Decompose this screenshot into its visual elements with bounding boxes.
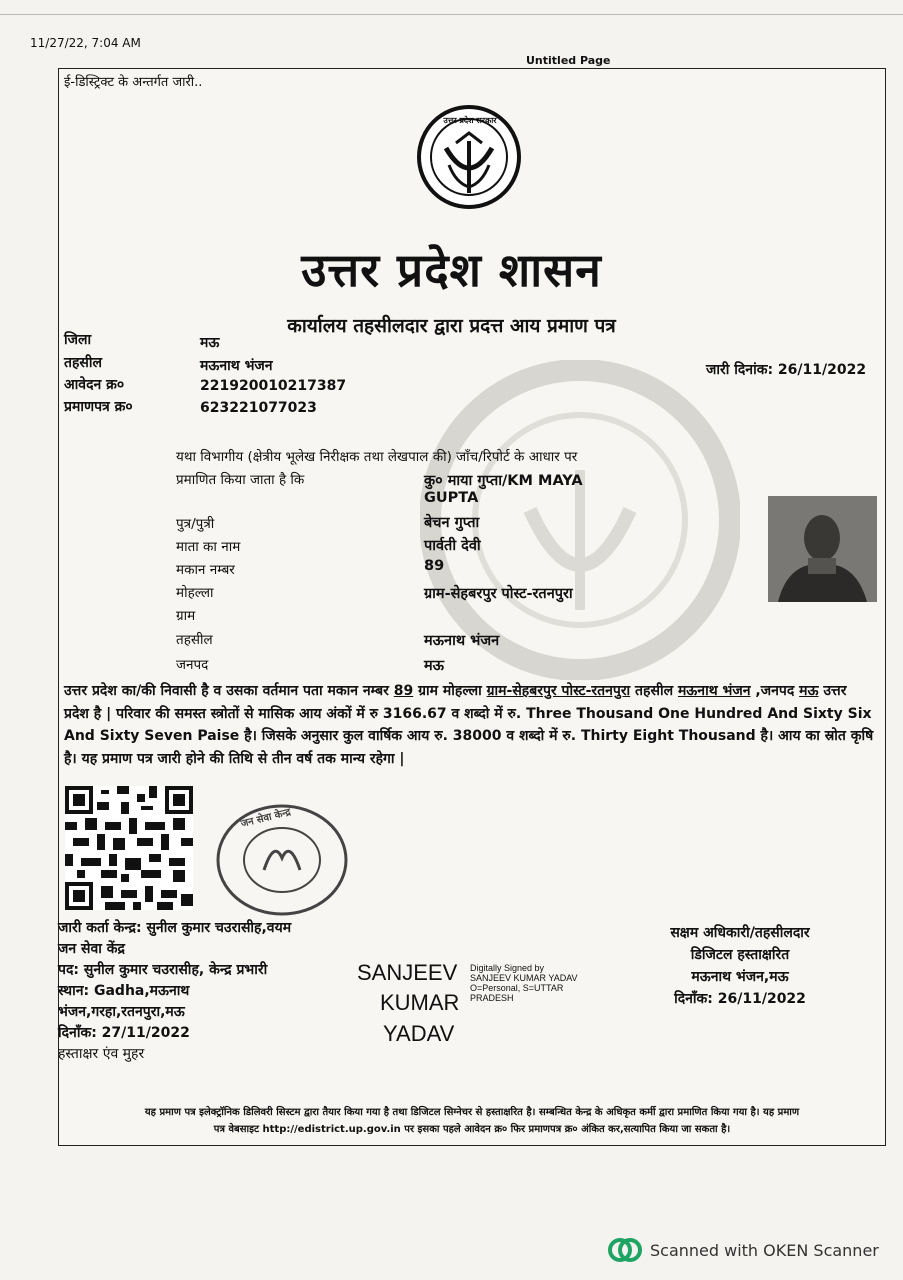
footnote xyxy=(58,1104,886,1138)
para-district: मऊ xyxy=(799,683,819,699)
issuer-block xyxy=(58,918,291,1065)
issuer-place: स्थान: Gadha,मऊनाथ xyxy=(58,983,190,999)
certified-label: प्रमाणित किया जाता है कि xyxy=(176,472,305,488)
district-value: मऊ xyxy=(200,335,220,351)
tehsil-label: तहसील xyxy=(64,355,102,371)
scanner-watermark xyxy=(608,1238,879,1262)
village-label: ग्राम xyxy=(176,608,196,624)
authority-date: दिनाँक: 26/11/2022 xyxy=(674,991,806,1007)
government-title: उत्तर प्रदेश शासन xyxy=(301,243,602,297)
son-daughter-label: पुत्र/पुत्री xyxy=(176,516,215,532)
mother-name: पार्वती देवी xyxy=(424,538,481,554)
tehsil-detail-value: मऊनाथ भंजन xyxy=(424,633,500,649)
tehsil-value: मऊनाथ भंजन xyxy=(200,358,273,374)
father-name: बेचन गुप्ता xyxy=(424,515,480,531)
seal-text: जन सेवा केन्द्र xyxy=(239,806,292,830)
para-house: 89 xyxy=(393,683,414,699)
oken-scanner-logo-icon xyxy=(608,1238,642,1262)
authority-digital: डिजिटल हस्ताक्षरित xyxy=(690,947,790,963)
print-datetime: 11/27/22, 7:04 AM xyxy=(30,36,141,50)
applicant-photo xyxy=(768,496,877,602)
intro-text: यथा विभागीय (क्षेत्रीय भूलेख निरीक्षक तथा लेखपाल की) जाँच/रिपोर्ट के आधार पर xyxy=(176,449,578,465)
digital-signature-note: Digitally Signed by SANJEEV KUMAR YADAV O=Personal, S=UTTAR PRADESH xyxy=(470,963,578,1003)
janpad-label: जनपद xyxy=(176,657,209,673)
mother-label: माता का नाम xyxy=(176,539,241,555)
scanner-text: Scanned with OKEN Scanner xyxy=(650,1240,879,1260)
issuer-center-type: जन सेवा केंद्र xyxy=(58,941,125,957)
certificate-title: कार्यालय तहसीलदार द्वारा प्रदत्त आय प्रमाण पत्र xyxy=(287,315,616,337)
certificate-number: 623221077023 xyxy=(200,400,317,416)
house-number: 89 xyxy=(424,558,445,574)
qr-code xyxy=(65,786,193,910)
issuer-designation: पद: सुनील कुमार चउरासीह, केन्द्र प्रभारी xyxy=(58,962,268,978)
footnote-line2: पत्र वेबसाइट http://edistrict.up.gov.in पर इसका पहले आवेदन क्र० फिर प्रमाणपत्र क्र० अंकित कर,सत्यापित किया जा सकता है। xyxy=(213,1124,731,1135)
locality-value: ग्राम-सेहबरपुर पोस्ट-रतनपुरा xyxy=(424,586,573,602)
name-value-line2: GUPTA xyxy=(424,490,479,506)
janpad-value: मऊ xyxy=(424,658,445,674)
header-note: ई-डिस्ट्रिक्ट के अन्तर्गत जारी.. xyxy=(64,75,203,90)
issue-date: जारी दिनांक: 26/11/2022 xyxy=(706,362,867,378)
certificate-label: प्रमाणपत्र क्र० xyxy=(64,399,133,415)
authority-block xyxy=(640,922,840,1010)
issuer-sign-label: हस्ताक्षर एंव मुहर xyxy=(58,1046,145,1062)
emblem-text: उत्तर प्रदेश सरकार xyxy=(443,116,497,125)
declaration-paragraph: उत्तर प्रदेश का/की निवासी है व उसका वर्तमान पता मकान नम्बर 89 ग्राम मोहल्ला ग्राम-सेहबरपुर पोस्ट-रतनपुरा तहसील मऊनाथ भंजन ,जनपद मऊ उत्तर प्रदेश है | परिवार की समस्त स्त्रोतों से मासिक आय अंकों में रु 3166.67 व शब्दो में रु. Three Thousand One Hundred And Sixty Six And Sixty Seven Paise है। जिसके अनुसार कुल वार्षिक आय रु. 38000 व शब्दो में रु. Thirty Eight Thousand है। आय का स्रोत कृषि है। यह प्रमाण पत्र जारी होने की तिथि से तीन वर्ष तक मान्य रहेगा | xyxy=(64,683,874,767)
scan-top-edge xyxy=(0,14,903,15)
house-label: मकान नम्बर xyxy=(176,562,235,578)
para-locality: ग्राम-सेहबरपुर पोस्ट-रतनपुरा xyxy=(486,683,631,699)
signature-name-1: SANJEEV xyxy=(357,960,458,985)
locality-label: मोहल्ला xyxy=(176,585,214,601)
district-label: जिला xyxy=(64,332,92,348)
issuer-date: दिनाँक: 27/11/2022 xyxy=(58,1025,190,1041)
signature-name-3: YADAV xyxy=(383,1021,455,1046)
application-label: आवेदन क्र० xyxy=(64,377,125,393)
print-page-title: Untitled Page xyxy=(526,54,611,67)
application-number: 221920010217387 xyxy=(200,378,347,394)
signature-name-2: KUMAR xyxy=(380,990,460,1015)
para-tehsil: मऊनाथ भंजन xyxy=(677,683,751,699)
issuer-place-cont: भंजन,गरहा,रतनपुरा,मऊ xyxy=(58,1004,185,1020)
authority-place: मऊनाथ भंजन,मऊ xyxy=(691,969,789,985)
authority-title: सक्षम अधिकारी/तहसीलदार xyxy=(670,925,810,941)
footnote-line1: यह प्रमाण पत्र इलेक्ट्रॉनिक डिलिवरी सिस्टम द्वारा तैयार किया गया है तथा डिजिटल सिग्नेचर से हस्ताक्षरित है। सम्बन्धित केन्द्र के अधिकृत कर्मी द्वारा प्रमाणित किया गया है। यह प्रमाण xyxy=(144,1107,800,1118)
tehsil-detail-label: तहसील xyxy=(176,632,213,648)
name-value-line1: कु० माया गुप्ता/KM MAYA xyxy=(424,473,583,489)
issuer-center: जारी कर्ता केन्द्र: सुनील कुमार चउरासीह,वयम xyxy=(58,920,292,936)
